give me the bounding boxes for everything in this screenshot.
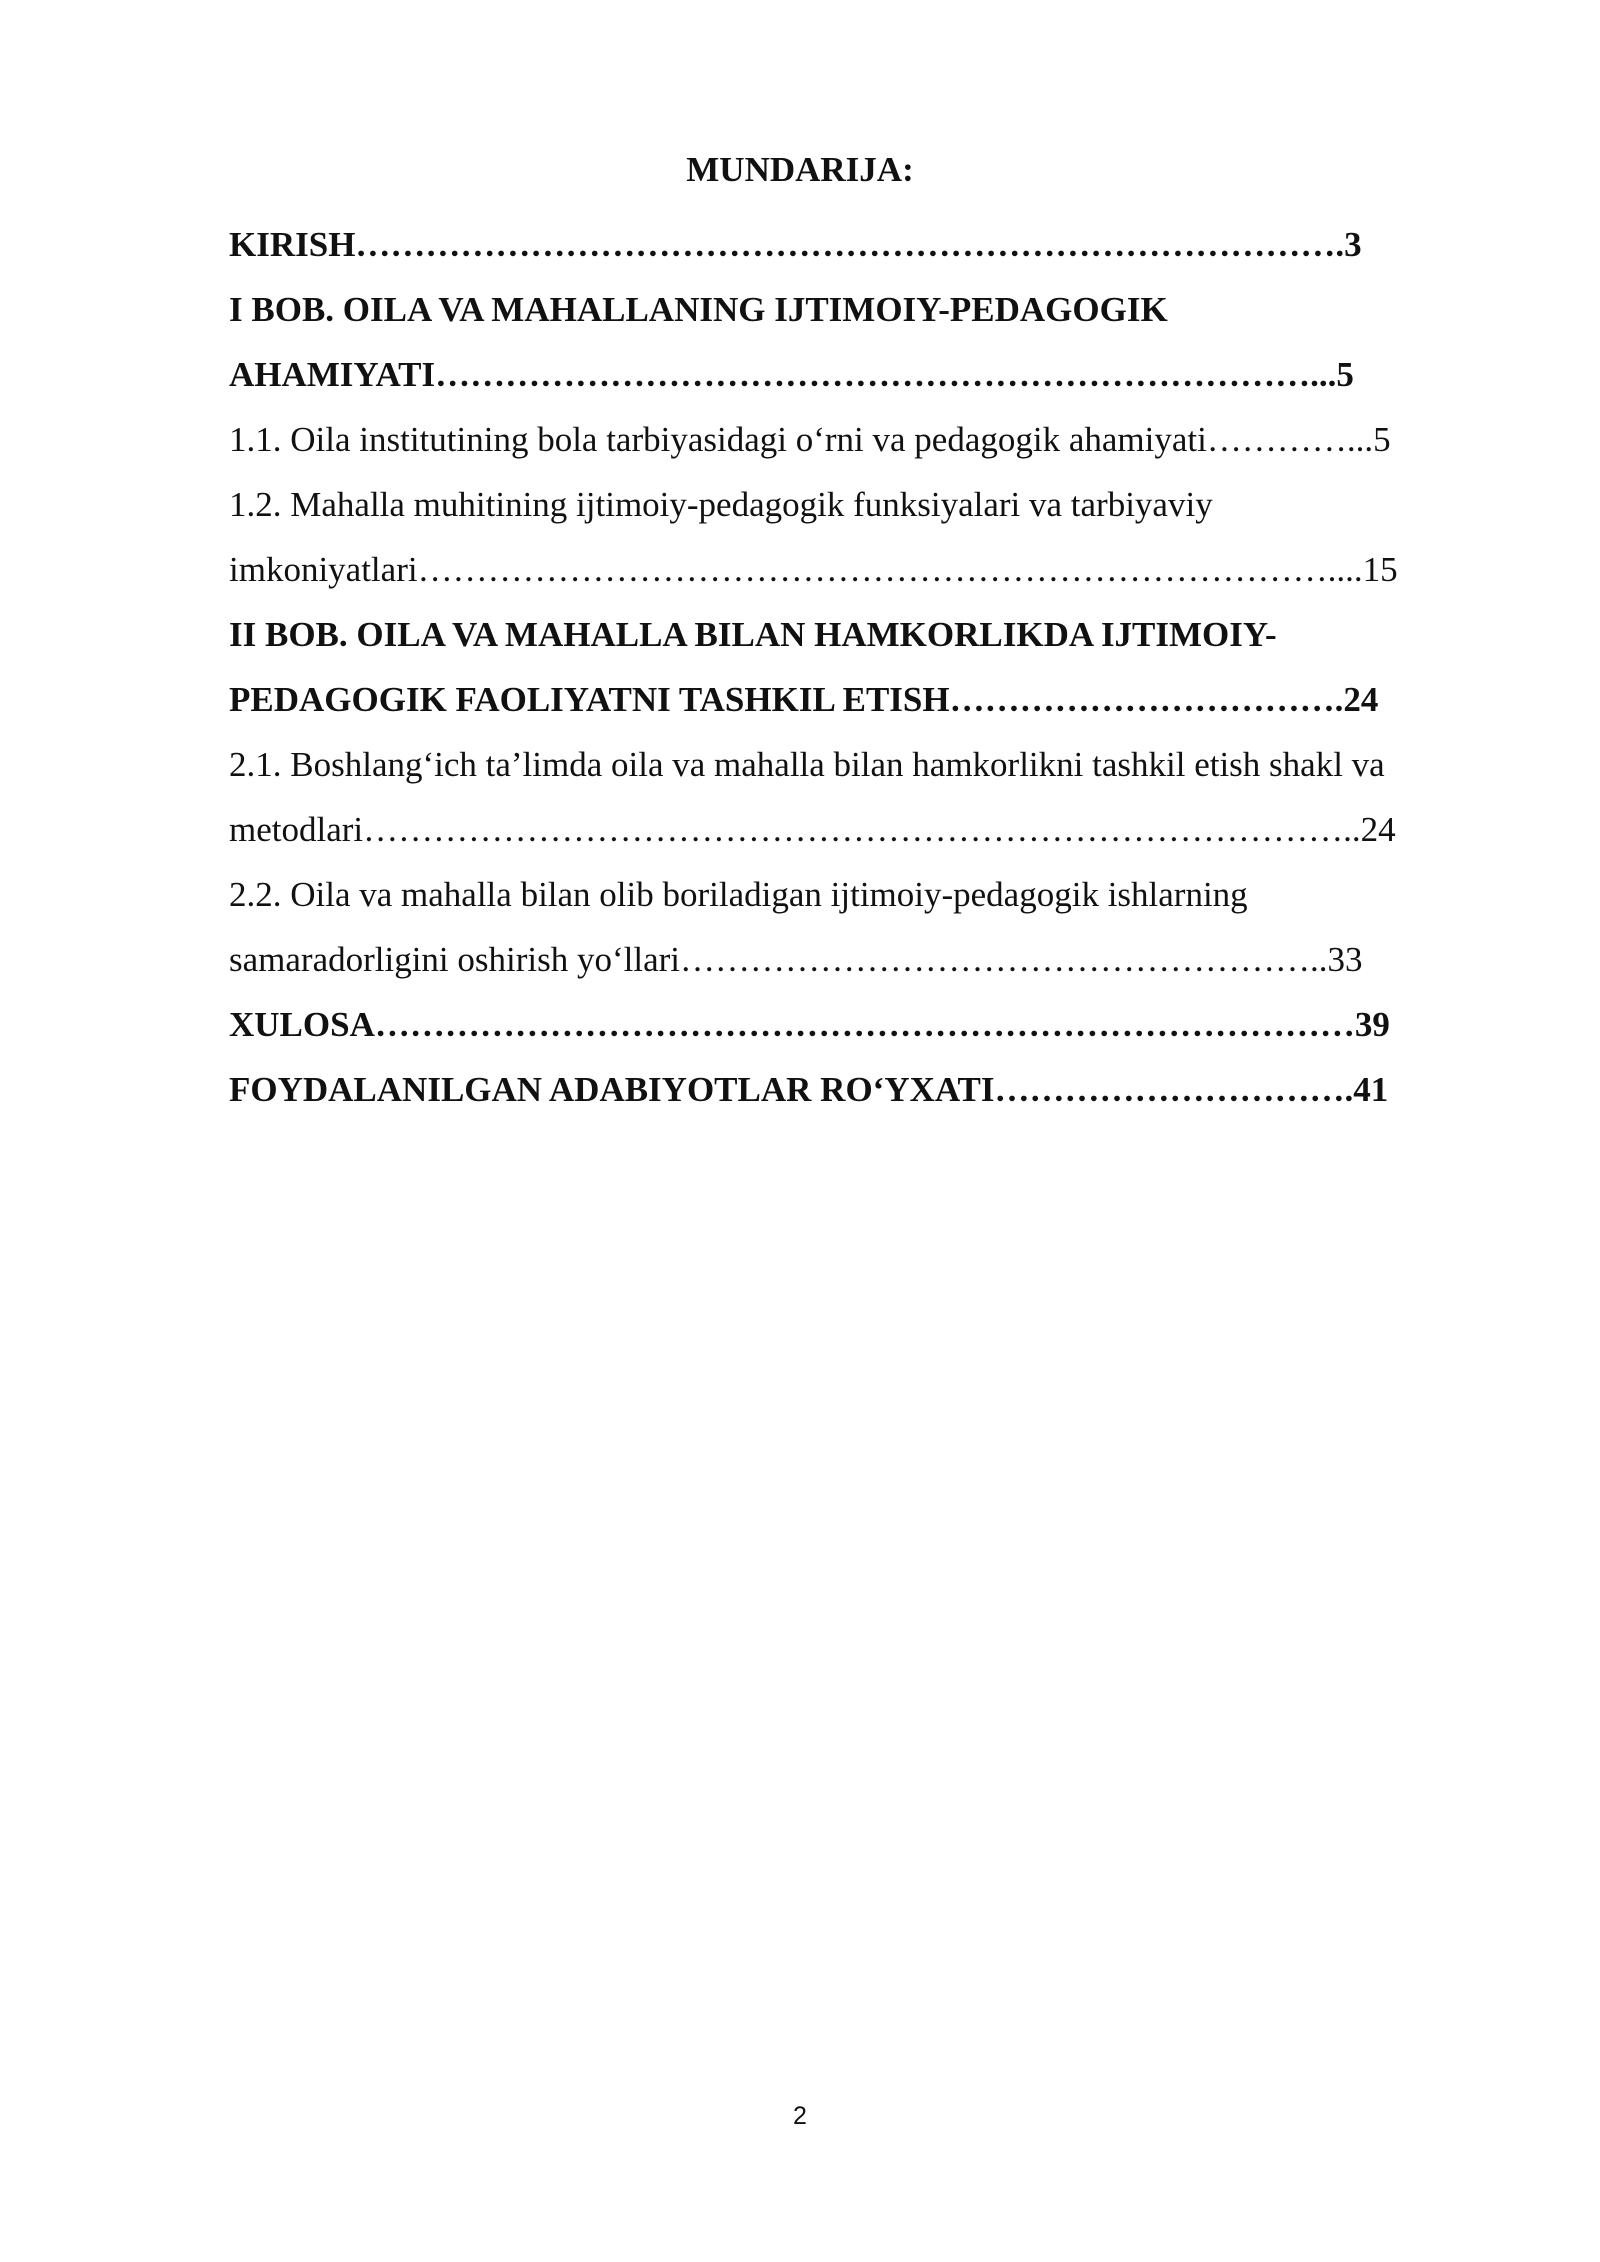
toc-line: II BOB. OILA VA MAHALLA BILAN HAMKORLIKDA IJTIMOIY- bbox=[229, 615, 1277, 654]
toc-line: FOYDALANILGAN ADABIYOTLAR RO‘YXATI………………………….41 bbox=[229, 1070, 1389, 1109]
toc-line: I BOB. OILA VA MAHALLANING IJTIMOIY-PEDAGOGIK bbox=[229, 290, 1168, 329]
toc-line: imkoniyatlari……………………………………………………………………....15 bbox=[229, 550, 1398, 589]
page-number: 2 bbox=[793, 2102, 807, 2130]
toc-line: PEDAGOGIK FAOLIYATNI TASHKIL ETISH…………………………….24 bbox=[229, 680, 1379, 719]
toc-line: KIRISH………………………………………………………………………….3 bbox=[229, 225, 1362, 264]
toc-line: 1.2. Mahalla muhitining ijtimoiy-pedagogik funksiyalari va tarbiyaviy bbox=[229, 485, 1213, 524]
toc-title: MUNDARIJA: bbox=[686, 150, 914, 189]
toc-line: AHAMIYATI…………………………………………………………………...5 bbox=[229, 355, 1354, 394]
toc-line: 2.2. Oila va mahalla bilan olib boriladigan ijtimoiy-pedagogik ishlarning bbox=[229, 875, 1248, 914]
toc-line: metodlari…………………………………………………………………………..24 bbox=[229, 810, 1396, 849]
toc-line: XULOSA…………………………………………………………………………39 bbox=[229, 1005, 1390, 1044]
toc-line: 1.1. Oila institutining bola tarbiyasidagi o‘rni va pedagogik ahamiyati…………...5 bbox=[229, 420, 1391, 459]
toc-line: 2.1. Boshlang‘ich ta’limda oila va mahalla bilan hamkorlikni tashkil etish shakl va bbox=[229, 745, 1385, 784]
table-of-contents bbox=[229, 212, 1485, 1122]
toc-line: samaradorligini oshirish yo‘llari………………………………………………..33 bbox=[229, 940, 1363, 979]
